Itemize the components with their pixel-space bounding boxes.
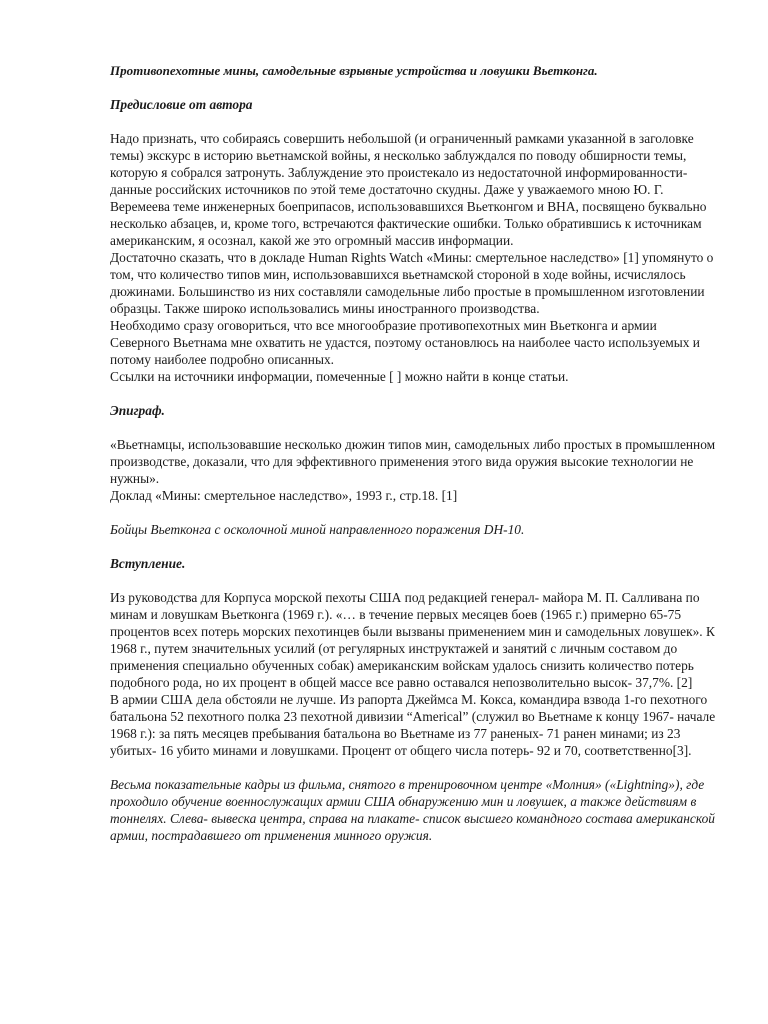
epigraph-source: Доклад «Мины: смертельное наследство», 1993 г., стр.18. [1] [110,488,458,503]
intro-section [110,589,716,759]
intro-paragraph: Из руководства для Корпуса морской пехоты США под редакцией генерал- майора М. П. Салливана по минам и ловушкам Вьетконга (1969 г.). «… в течение первых месяцев боев (1965 г.) примерно 65-75 процентов всех потерь морских пехотинцев были вызваны применением мин и самодельных ловушек». К 1968 г., путем значительных усилий (от регулярных инструктажей и занятий с личным составом до применения специально обученных собак) американским войскам удалось снизить количество потерь подобного рода, но их процент в общей массе все равно оставался непозволительно высок- 37,7%. [2] [110,590,715,690]
epigraph-section [110,436,716,504]
preface-section [110,130,716,385]
preface-heading: Предисловие от автора [110,97,253,112]
preface-paragraph: Необходимо сразу оговориться, что все многообразие противопехотных мин Вьетконга и армии Северного Вьетнама мне охватить не удастся, поэтому остановлюсь на наиболее часто используемых и потому наиболее подробно описанных. [110,318,700,367]
epigraph-heading: Эпиграф. [110,403,165,418]
preface-paragraph: Ссылки на источники информации, помеченные [ ] можно найти в конце статьи. [110,369,569,384]
document-title: Противопехотные мины, самодельные взрывные устройства и ловушки Вьетконга. [110,63,598,78]
intro-paragraph: В армии США дела обстояли не лучше. Из рапорта Джеймса М. Кокса, командира взвода 1-го пехотного батальона 52 пехотного полка 23 пехотной дивизии “Americal” (служил во Вьетнаме к концу 1967- начале 1968 г.): за пять месяцев пребывания батальона во Вьетнаме из 77 раненых- 71 ранен минами; из 23 убитых- 16 убито минами и ловушками. Процент от общего числа потерь- 92 и 70, соответственно[3]. [110,692,716,758]
document-page [110,62,716,844]
photo-caption: Весьма показательные кадры из фильма, снятого в тренировочном центре «Молния» («Lightning»), где проходило обучение военнослужащих армии США обнаружению мин и ловушек, а также действиям в тоннелях. Слева- вывеска центра, справа на плакате- список высшего командного состава американской армии, пострадавшего от применения минного оружия. [110,777,715,843]
photo-caption: Бойцы Вьетконга с осколочной миной направленного поражения DH-10. [110,522,525,537]
preface-paragraph: Надо признать, что собираясь совершить небольшой (и ограниченный рамками указанной в заголовке темы) экскурс в историю вьетнамской войны, я несколько заблуждался по поводу обширности темы, которую я собрался затронуть. Заблуждение это проистекало из недостаточной информированности- данные российских источников по этой теме достаточно скудны. Даже у уважаемого мною Ю. Г. Веремеева теме инженерных боеприпасов, использовавшихся Вьетконгом и ВНА, посвящено буквально несколько абзацев, и, кроме того, встречаются фактические ошибки. Только обратившись к источникам американским, я осознал, какой же это огромный массив информации. [110,131,707,248]
intro-heading: Вступление. [110,556,186,571]
epigraph-quote: «Вьетнамцы, использовавшие несколько дюжин типов мин, самодельных либо простых в промышленном производстве, доказали, что для эффективного применения этого вида оружия высокие технологии не нужны». [110,437,716,486]
preface-paragraph: Достаточно сказать, что в докладе Human Rights Watch «Мины: смертельное наследство» [1] упомянуто о том, что количество типов мин, использовавшихся вьетнамской стороной в ходе войны, исчислялось дюжинами. Большинство из них составляли самодельные либо простые в промышленном изготовлении образцы. Также широко использовались мины иностранного производства. [110,250,714,316]
